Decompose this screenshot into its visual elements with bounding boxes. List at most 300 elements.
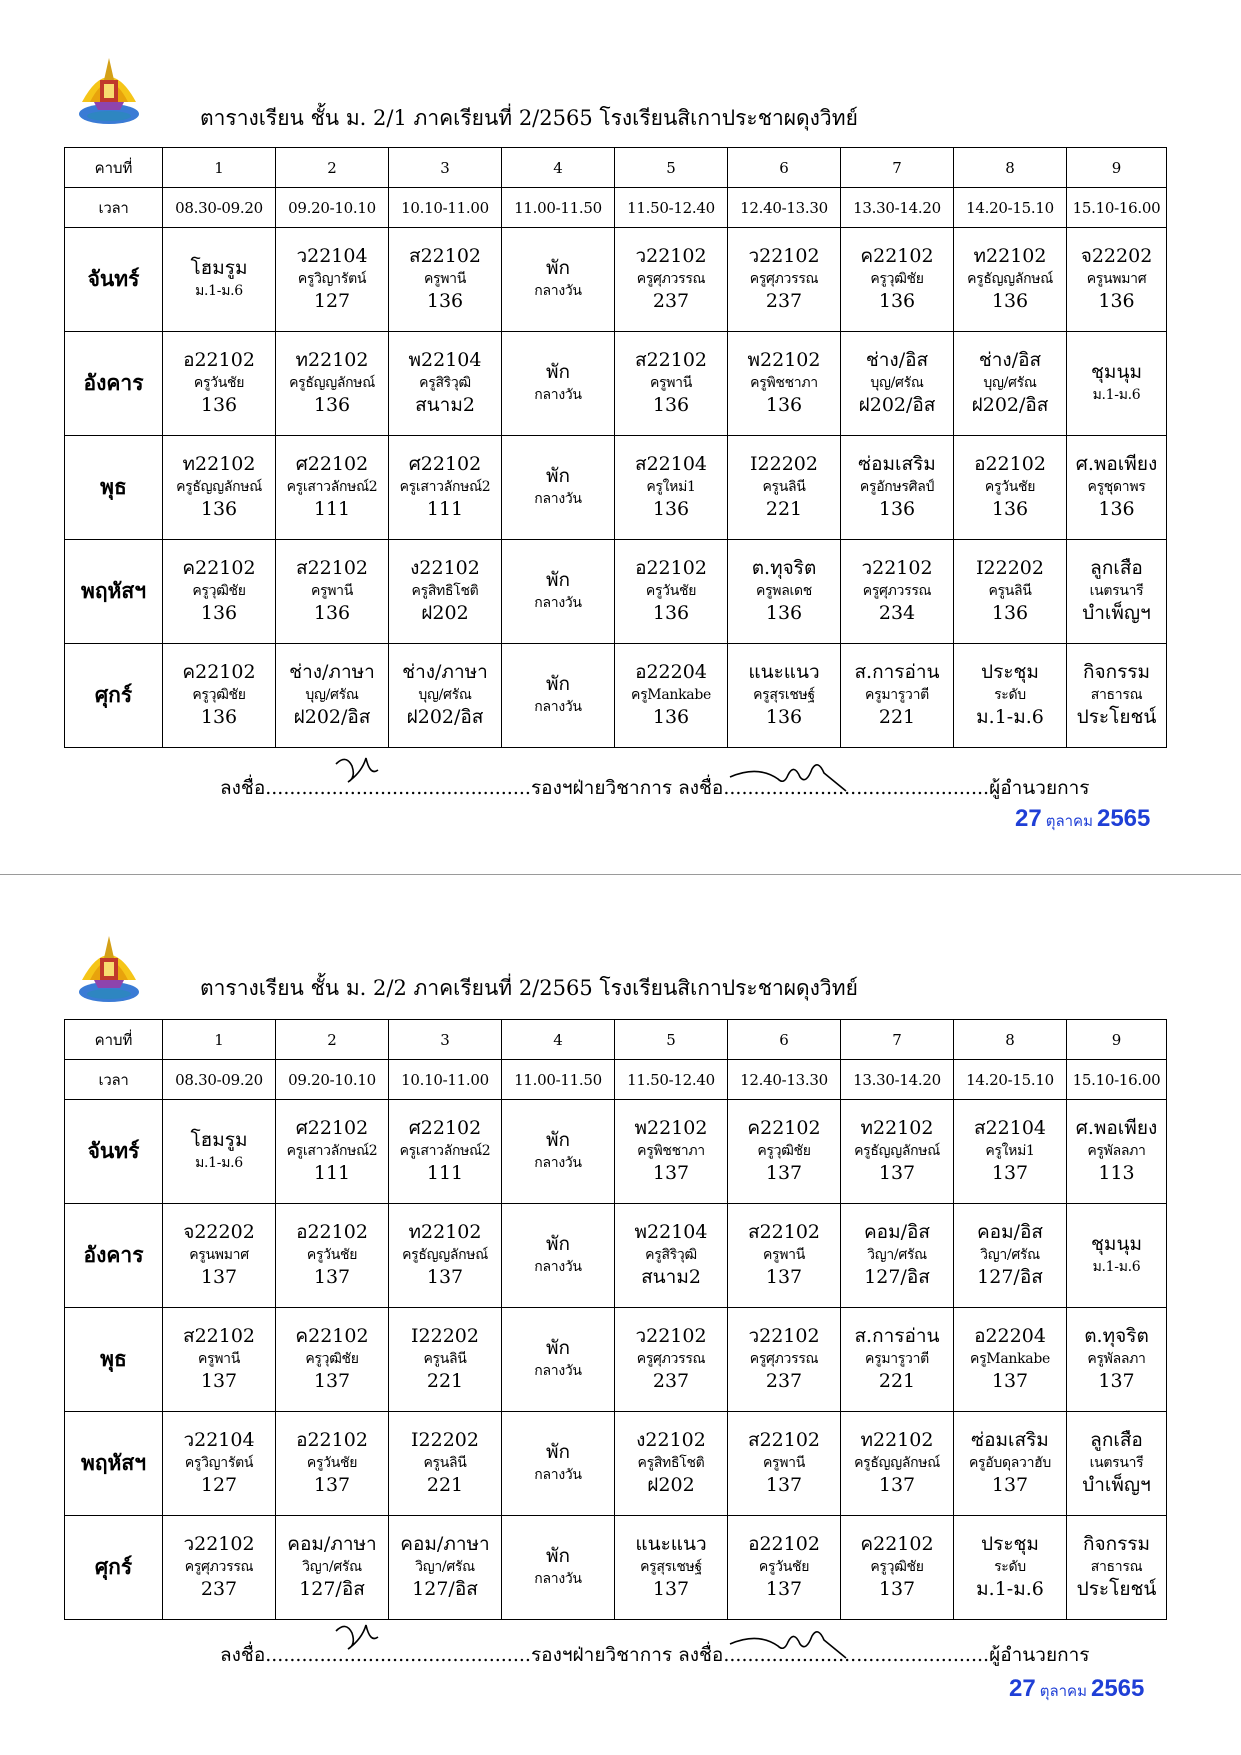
schedule-cell bbox=[276, 1100, 389, 1204]
teacher-name: วิญา/ศรัณ bbox=[867, 1246, 927, 1263]
room-number: 136 bbox=[991, 290, 1029, 313]
room-number: บำเพ็ญฯ bbox=[1082, 1474, 1151, 1497]
teacher-name: วิญา/ศรัณ bbox=[302, 1558, 362, 1575]
time-slot: 11.50-12.40 bbox=[615, 188, 728, 228]
time-slot: 08.30-09.20 bbox=[163, 188, 276, 228]
room-number: 221 bbox=[878, 1370, 916, 1393]
room-number: ประโยชน์ bbox=[1076, 1578, 1157, 1601]
subject-code: ว22102 bbox=[861, 557, 933, 579]
teacher-name: ครูศุภวรรณ bbox=[862, 582, 932, 599]
room-number: 137 bbox=[313, 1370, 351, 1393]
subject-code: I22202 bbox=[411, 1325, 479, 1347]
subject-code: อ22204 bbox=[974, 1325, 1046, 1347]
subject-code: พ22102 bbox=[634, 1117, 708, 1139]
room-number: 113 bbox=[1098, 1162, 1135, 1185]
subject-code: ค22102 bbox=[860, 1533, 934, 1555]
room-number: 136 bbox=[652, 706, 690, 729]
schedule-cell bbox=[1067, 332, 1167, 436]
subject-code: ส22102 bbox=[182, 1325, 256, 1347]
subject-code: ท22102 bbox=[408, 1221, 482, 1243]
teacher-name: ม.1-ม.6 bbox=[1092, 386, 1141, 403]
subject-code: ว22102 bbox=[635, 1325, 707, 1347]
teacher-name: ครูวุฒิชัย bbox=[757, 1142, 811, 1159]
subject-code: ส.การอ่าน bbox=[854, 1325, 940, 1347]
subject-code: พัก bbox=[545, 1336, 571, 1359]
subject-code: พัก bbox=[545, 568, 571, 591]
day-name: จันทร์ bbox=[65, 1100, 163, 1204]
teacher-name: ครูวันชัย bbox=[193, 374, 245, 391]
schedule-cell bbox=[841, 1412, 954, 1516]
time-slot: 11.50-12.40 bbox=[615, 1060, 728, 1100]
teacher-name: ครูศุภวรรณ bbox=[636, 270, 706, 287]
subject-code: จ22202 bbox=[183, 1221, 255, 1243]
teacher-name: กลางวัน bbox=[534, 1154, 582, 1171]
teacher-name: ครูวุฒิชัย bbox=[305, 1350, 359, 1367]
room-number: 136 bbox=[200, 602, 238, 625]
schedule-cell bbox=[728, 1100, 841, 1204]
teacher-name: ครูพัลลภา bbox=[1087, 1350, 1146, 1367]
schedule-cell bbox=[615, 1412, 728, 1516]
room-number: 137 bbox=[765, 1474, 803, 1497]
schedule-cell bbox=[1067, 1308, 1167, 1412]
teacher-name: ครูใหม่1 bbox=[646, 478, 696, 495]
day-name: อังคาร bbox=[65, 332, 163, 436]
time-slot: 11.00-11.50 bbox=[502, 1060, 615, 1100]
schedule-cell bbox=[502, 1204, 615, 1308]
teacher-name: ครูศุภวรรณ bbox=[636, 1350, 706, 1367]
subject-code: ส22102 bbox=[747, 1221, 821, 1243]
period-row bbox=[65, 148, 1167, 188]
period-number: 3 bbox=[389, 148, 502, 188]
schedule-cell bbox=[276, 332, 389, 436]
teacher-name: เนตรนารี bbox=[1089, 1454, 1144, 1471]
subject-code: ท22102 bbox=[295, 349, 369, 371]
teacher-name: ระดับ bbox=[994, 1558, 1026, 1575]
signature-vice-director-icon bbox=[332, 752, 382, 792]
subject-code: โฮมรูม bbox=[190, 256, 248, 279]
schedule-cell bbox=[502, 436, 615, 540]
schedule-cell bbox=[615, 644, 728, 748]
room-number: 221 bbox=[765, 498, 803, 521]
teacher-name: ครูเสาวลักษณ์2 bbox=[286, 1142, 378, 1159]
schedule-cell bbox=[389, 1308, 502, 1412]
subject-code: โฮมรูม bbox=[190, 1128, 248, 1151]
room-number: 137 bbox=[991, 1370, 1029, 1393]
subject-code: คอม/ภาษา bbox=[287, 1533, 377, 1555]
period-number: 6 bbox=[728, 1020, 841, 1060]
time-slot: 15.10-16.00 bbox=[1067, 1060, 1167, 1100]
room-number: ฝ202 bbox=[421, 602, 469, 625]
room-number: 137 bbox=[765, 1578, 803, 1601]
schedule-cell bbox=[389, 228, 502, 332]
time-slot: 09.20-10.10 bbox=[276, 1060, 389, 1100]
subject-code: ว22102 bbox=[183, 1533, 255, 1555]
schedule-cell bbox=[502, 644, 615, 748]
subject-code: แนะแนว bbox=[748, 661, 820, 683]
teacher-name: ครูวิญารัตน์ bbox=[184, 1454, 254, 1471]
teacher-name: ครูพานี bbox=[310, 582, 354, 599]
period-number: 3 bbox=[389, 1020, 502, 1060]
teacher-name: ครูศุภวรรณ bbox=[184, 1558, 254, 1575]
teacher-name: ครูชุดาพร bbox=[1087, 478, 1146, 495]
schedule-cell bbox=[1067, 1100, 1167, 1204]
subject-code: คอม/อิส bbox=[863, 1221, 931, 1243]
period-number: 2 bbox=[276, 1020, 389, 1060]
subject-code: พัก bbox=[545, 672, 571, 695]
room-number: ฝ202 bbox=[647, 1474, 695, 1497]
teacher-name: กลางวัน bbox=[534, 1362, 582, 1379]
schedule-cell bbox=[389, 1100, 502, 1204]
room-number: 137 bbox=[878, 1162, 916, 1185]
subject-code: ค22102 bbox=[182, 557, 256, 579]
schedule-cell bbox=[163, 332, 276, 436]
room-number: ฝ202/อิส bbox=[971, 394, 1049, 417]
period-number: 5 bbox=[615, 1020, 728, 1060]
schedule-cell bbox=[841, 1516, 954, 1620]
room-number: 137 bbox=[652, 1162, 690, 1185]
teacher-name: กลางวัน bbox=[534, 698, 582, 715]
subject-code: ชุมนุม bbox=[1091, 360, 1142, 383]
room-number: ม.1-ม.6 bbox=[976, 1578, 1044, 1601]
subject-code: ต.ทุจริต bbox=[751, 557, 817, 579]
day-row bbox=[65, 540, 1167, 644]
subject-code: ศ22102 bbox=[295, 453, 369, 475]
schedule-cell bbox=[163, 644, 276, 748]
schedule-cell bbox=[841, 332, 954, 436]
teacher-name: ครูวันชัย bbox=[758, 1558, 810, 1575]
schedule-cell bbox=[841, 1100, 954, 1204]
teacher-name: ครูธัญญลักษณ์ bbox=[176, 478, 262, 495]
teacher-name: ครูMankabe bbox=[631, 686, 711, 703]
subject-code: ช่าง/อิส bbox=[978, 349, 1042, 371]
time-slot: 13.30-14.20 bbox=[841, 1060, 954, 1100]
schedule-cell bbox=[276, 1308, 389, 1412]
teacher-name: ครูธัญญลักษณ์ bbox=[854, 1454, 940, 1471]
subject-code: ศ.พอเพียง bbox=[1075, 453, 1158, 475]
room-number: 136 bbox=[878, 498, 916, 521]
period-number: 9 bbox=[1067, 1020, 1167, 1060]
signature-director-icon bbox=[728, 1622, 848, 1660]
subject-code: ท22102 bbox=[860, 1117, 934, 1139]
schedule-cell bbox=[954, 1100, 1067, 1204]
subject-code: ศ.พอเพียง bbox=[1075, 1117, 1158, 1139]
school-logo-icon bbox=[76, 50, 142, 128]
schedule-cell bbox=[163, 540, 276, 644]
teacher-name: ครูสุรเชษฐ์ bbox=[753, 686, 815, 703]
subject-code: ท22102 bbox=[973, 245, 1047, 267]
schedule-cell bbox=[1067, 1412, 1167, 1516]
schedule-cell bbox=[954, 1308, 1067, 1412]
room-number: 111 bbox=[426, 498, 464, 521]
room-number: 137 bbox=[200, 1266, 238, 1289]
room-number: 136 bbox=[313, 394, 351, 417]
subject-code: พัก bbox=[545, 1128, 571, 1151]
teacher-name: ครูนลินี bbox=[988, 582, 1032, 599]
subject-code: ลูกเสือ bbox=[1090, 1429, 1143, 1451]
schedule-cell bbox=[276, 644, 389, 748]
subject-code: ง22102 bbox=[410, 557, 480, 579]
subject-code: พัก bbox=[545, 256, 571, 279]
day-name: พฤหัสฯ bbox=[65, 1412, 163, 1516]
teacher-name: ครูพานี bbox=[762, 1246, 806, 1263]
schedule-cell bbox=[615, 332, 728, 436]
subject-code: ค22102 bbox=[860, 245, 934, 267]
teacher-name: ครูวันชัย bbox=[306, 1454, 358, 1471]
subject-code: ส22102 bbox=[408, 245, 482, 267]
room-number: 221 bbox=[878, 706, 916, 729]
room-number: 137 bbox=[200, 1370, 238, 1393]
room-number: 237 bbox=[200, 1578, 238, 1601]
schedule-cell bbox=[615, 1308, 728, 1412]
room-number: สนาม2 bbox=[415, 394, 475, 417]
teacher-name: บุญ/ศรัณ bbox=[305, 686, 359, 703]
room-number: 137 bbox=[878, 1578, 916, 1601]
day-name: อังคาร bbox=[65, 1204, 163, 1308]
room-number: 136 bbox=[426, 290, 464, 313]
time-slot: 15.10-16.00 bbox=[1067, 188, 1167, 228]
schedule-cell bbox=[276, 540, 389, 644]
day-name: พฤหัสฯ bbox=[65, 540, 163, 644]
room-number: 127/อิส bbox=[412, 1578, 478, 1601]
teacher-name: ครูนลินี bbox=[423, 1454, 467, 1471]
teacher-name: บุญ/ศรัณ bbox=[983, 374, 1037, 391]
schedule-cell bbox=[163, 228, 276, 332]
teacher-name: ครูนพมาศ bbox=[1086, 270, 1147, 287]
schedule-title: ตารางเรียน ชั้น ม. 2/1 ภาคเรียนที่ 2/2565 โรงเรียนสิเกาประชาผดุงวิทย์ bbox=[200, 106, 858, 130]
teacher-name: กลางวัน bbox=[534, 1466, 582, 1483]
teacher-name: ครูวิญารัตน์ bbox=[297, 270, 367, 287]
room-number: 137 bbox=[1098, 1370, 1135, 1393]
schedule-cell bbox=[954, 228, 1067, 332]
subject-code: ช่าง/ภาษา bbox=[289, 661, 375, 683]
room-number: 136 bbox=[765, 394, 803, 417]
subject-code: ศ22102 bbox=[408, 453, 482, 475]
period-label: คาบที่ bbox=[65, 148, 163, 188]
room-number: 237 bbox=[765, 290, 803, 313]
schedule-cell bbox=[502, 1100, 615, 1204]
teacher-name: ครูมารูวาตี bbox=[865, 1350, 929, 1367]
document-date bbox=[1015, 805, 1150, 833]
schedule-cell bbox=[615, 1100, 728, 1204]
teacher-name: ครูศุภวรรณ bbox=[749, 1350, 819, 1367]
subject-code: อ22204 bbox=[635, 661, 707, 683]
date-day: 27 bbox=[1009, 1675, 1036, 1702]
subject-code: ส22102 bbox=[634, 349, 708, 371]
time-slot: 14.20-15.10 bbox=[954, 188, 1067, 228]
schedule-cell bbox=[1067, 1204, 1167, 1308]
subject-code: จ22202 bbox=[1080, 245, 1153, 267]
room-number: บำเพ็ญฯ bbox=[1082, 602, 1151, 625]
schedule-cell bbox=[728, 1516, 841, 1620]
schedule-cell bbox=[615, 1204, 728, 1308]
schedule-cell bbox=[163, 1308, 276, 1412]
room-number: 221 bbox=[426, 1474, 464, 1497]
teacher-name: กลางวัน bbox=[534, 490, 582, 507]
schedule-cell bbox=[502, 540, 615, 644]
room-number: 136 bbox=[200, 394, 238, 417]
teacher-name: กลางวัน bbox=[534, 386, 582, 403]
teacher-name: ครูพานี bbox=[649, 374, 693, 391]
room-number: 136 bbox=[200, 498, 238, 521]
subject-code: ช่าง/อิส bbox=[865, 349, 929, 371]
subject-code: ว22102 bbox=[748, 245, 820, 267]
schedule-cell bbox=[389, 540, 502, 644]
schedule-cell bbox=[728, 332, 841, 436]
day-row bbox=[65, 436, 1167, 540]
schedule-cell bbox=[276, 228, 389, 332]
teacher-name: ครูพานี bbox=[197, 1350, 241, 1367]
subject-code: ว22102 bbox=[748, 1325, 820, 1347]
day-name: พุธ bbox=[65, 436, 163, 540]
room-number: 111 bbox=[426, 1162, 464, 1185]
subject-code: พัก bbox=[545, 1232, 571, 1255]
subject-code: ชุมนุม bbox=[1091, 1232, 1142, 1255]
schedule-cell bbox=[389, 436, 502, 540]
teacher-name: ครูMankabe bbox=[970, 1350, 1050, 1367]
time-row bbox=[65, 1060, 1167, 1100]
period-number: 4 bbox=[502, 148, 615, 188]
schedule-cell bbox=[276, 436, 389, 540]
teacher-name: ครูพลเดช bbox=[756, 582, 812, 599]
schedule-cell bbox=[841, 228, 954, 332]
teacher-name: เนตรนารี bbox=[1089, 582, 1144, 599]
period-row bbox=[65, 1020, 1167, 1060]
teacher-name: วิญา/ศรัณ bbox=[980, 1246, 1040, 1263]
subject-code: I22202 bbox=[976, 557, 1044, 579]
room-number: 136 bbox=[765, 706, 803, 729]
subject-code: ซ่อมเสริม bbox=[858, 453, 936, 475]
signature-director-icon bbox=[728, 755, 848, 793]
period-number: 6 bbox=[728, 148, 841, 188]
room-number: 137 bbox=[765, 1266, 803, 1289]
room-number: 136 bbox=[878, 290, 916, 313]
schedule-cell bbox=[841, 644, 954, 748]
period-number: 8 bbox=[954, 1020, 1067, 1060]
schedule-cell bbox=[954, 1412, 1067, 1516]
teacher-name: ครูวุฒิชัย bbox=[870, 1558, 924, 1575]
subject-code: ว22104 bbox=[296, 245, 368, 267]
time-slot: 12.40-13.30 bbox=[728, 188, 841, 228]
teacher-name: ม.1-ม.6 bbox=[1092, 1258, 1141, 1275]
time-label: เวลา bbox=[65, 1060, 163, 1100]
teacher-name: กลางวัน bbox=[534, 594, 582, 611]
date-month: ตุลาคม bbox=[1045, 813, 1093, 830]
subject-code: ต.ทุจริต bbox=[1084, 1325, 1149, 1347]
time-slot: 10.10-11.00 bbox=[389, 1060, 502, 1100]
time-slot: 12.40-13.30 bbox=[728, 1060, 841, 1100]
room-number: 221 bbox=[426, 1370, 464, 1393]
teacher-name: ครูธัญญลักษณ์ bbox=[289, 374, 375, 391]
time-slot: 14.20-15.10 bbox=[954, 1060, 1067, 1100]
subject-code: พัก bbox=[545, 464, 571, 487]
subject-code: ส22102 bbox=[747, 1429, 821, 1451]
subject-code: อ22102 bbox=[974, 453, 1046, 475]
schedule-cell bbox=[954, 1204, 1067, 1308]
subject-code: ส22102 bbox=[295, 557, 369, 579]
room-number: 237 bbox=[765, 1370, 803, 1393]
schedule-cell bbox=[276, 1516, 389, 1620]
day-row bbox=[65, 332, 1167, 436]
teacher-name: ครูเสาวลักษณ์2 bbox=[286, 478, 378, 495]
teacher-name: บุญ/ศรัณ bbox=[418, 686, 472, 703]
teacher-name: ม.1-ม.6 bbox=[195, 282, 243, 299]
teacher-name: ครูธัญญลักษณ์ bbox=[854, 1142, 940, 1159]
date-year: 2565 bbox=[1096, 805, 1151, 832]
room-number: 136 bbox=[991, 498, 1029, 521]
schedule-cell bbox=[728, 1204, 841, 1308]
subject-code: พัก bbox=[545, 1544, 571, 1567]
day-row bbox=[65, 1412, 1167, 1516]
period-number: 2 bbox=[276, 148, 389, 188]
room-number: 137 bbox=[991, 1162, 1029, 1185]
subject-code: ลูกเสือ bbox=[1090, 557, 1143, 579]
time-slot: 10.10-11.00 bbox=[389, 188, 502, 228]
schedule-cell bbox=[954, 332, 1067, 436]
schedule-cell bbox=[163, 1516, 276, 1620]
subject-code: แนะแนว bbox=[635, 1533, 707, 1555]
date-year: 2565 bbox=[1090, 1675, 1145, 1702]
room-number: 234 bbox=[878, 602, 916, 625]
room-number: สนาม2 bbox=[641, 1266, 701, 1289]
teacher-name: ครูวุฒิชัย bbox=[192, 686, 246, 703]
teacher-name: ครูนลินี bbox=[423, 1350, 467, 1367]
teacher-name: ครูพิชชาภา bbox=[637, 1142, 705, 1159]
teacher-name: ครูนลินี bbox=[762, 478, 806, 495]
schedule-cell bbox=[163, 1100, 276, 1204]
teacher-name: บุญ/ศรัณ bbox=[870, 374, 924, 391]
subject-code: พัก bbox=[545, 1440, 571, 1463]
teacher-name: ครูธัญญลักษณ์ bbox=[967, 270, 1053, 287]
room-number: 136 bbox=[1098, 498, 1135, 521]
day-name: ศุกร์ bbox=[65, 644, 163, 748]
subject-code: พ22104 bbox=[634, 1221, 708, 1243]
schedule-cell bbox=[728, 1308, 841, 1412]
subject-code: ค22102 bbox=[295, 1325, 369, 1347]
room-number: 111 bbox=[313, 498, 351, 521]
schedule-cell bbox=[954, 540, 1067, 644]
schedule-cell bbox=[1067, 1516, 1167, 1620]
subject-code: ว22102 bbox=[635, 245, 707, 267]
subject-code: ช่าง/ภาษา bbox=[402, 661, 488, 683]
room-number: 137 bbox=[765, 1162, 803, 1185]
subject-code: ศ22102 bbox=[295, 1117, 369, 1139]
schedule-cell bbox=[728, 1412, 841, 1516]
teacher-name: กลางวัน bbox=[534, 282, 582, 299]
subject-code: ท22102 bbox=[860, 1429, 934, 1451]
teacher-name: ครูวุฒิชัย bbox=[192, 582, 246, 599]
schedule-cell bbox=[389, 1516, 502, 1620]
teacher-name: ครูอับดุลวาฮับ bbox=[968, 1454, 1051, 1471]
schedule-cell bbox=[728, 644, 841, 748]
room-number: 137 bbox=[313, 1474, 351, 1497]
teacher-name: สาธารณ bbox=[1090, 1558, 1143, 1575]
time-label: เวลา bbox=[65, 188, 163, 228]
subject-code: ค22102 bbox=[182, 661, 256, 683]
schedule-cell bbox=[615, 1516, 728, 1620]
schedule-cell bbox=[728, 228, 841, 332]
day-name: ศุกร์ bbox=[65, 1516, 163, 1620]
subject-code: พ22102 bbox=[747, 349, 821, 371]
room-number: 136 bbox=[200, 706, 238, 729]
schedule-cell bbox=[163, 1412, 276, 1516]
school-logo-icon bbox=[76, 928, 142, 1006]
subject-code: ท22102 bbox=[182, 453, 256, 475]
subject-code: I22202 bbox=[750, 453, 818, 475]
day-row bbox=[65, 644, 1167, 748]
room-number: 137 bbox=[426, 1266, 464, 1289]
schedule-cell bbox=[389, 332, 502, 436]
subject-code: พัก bbox=[545, 360, 571, 383]
